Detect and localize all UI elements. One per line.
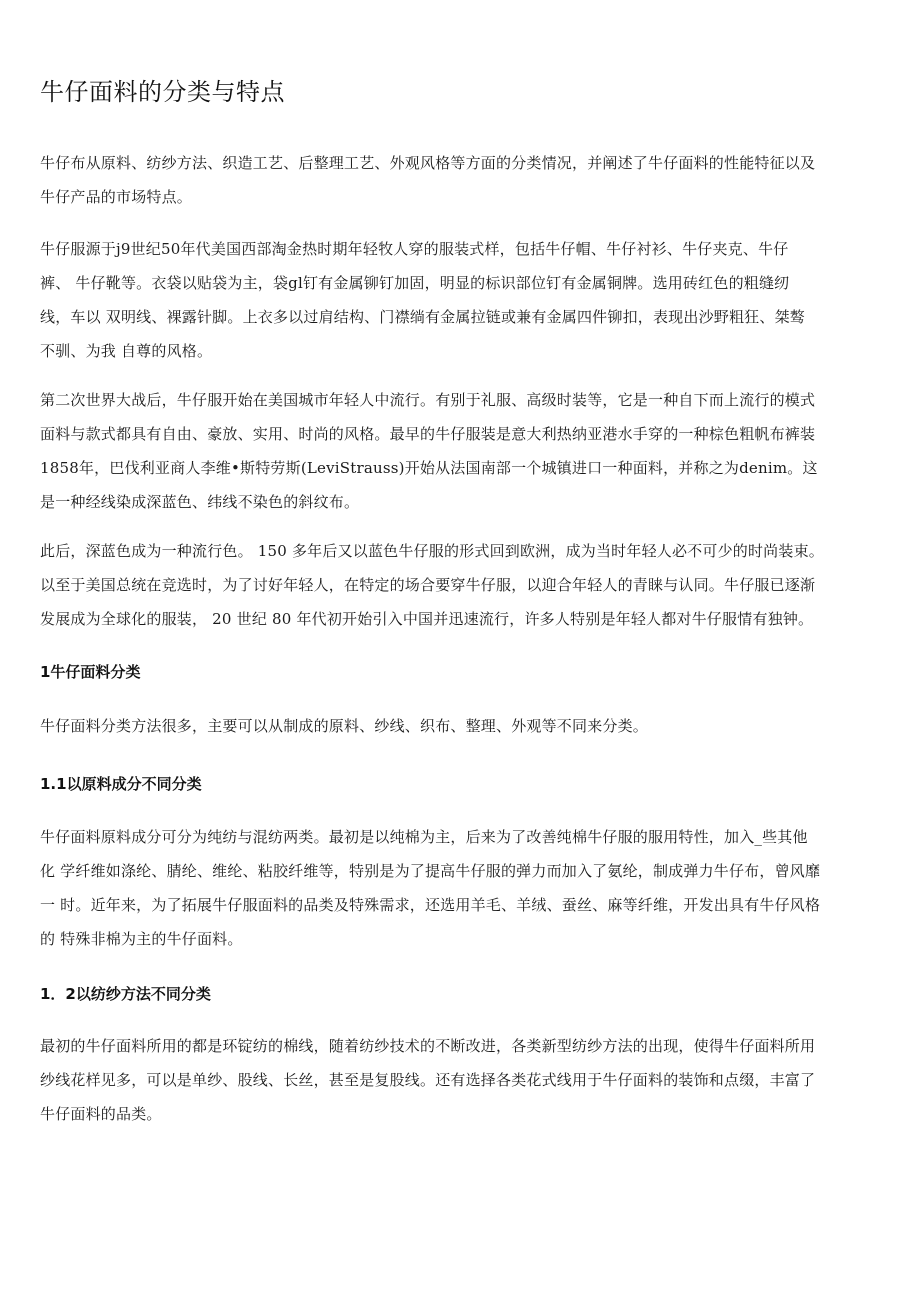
paragraph-line: 牛仔布从原料、纺纱方法、织造工艺、后整理工艺、外观风格等方面的分类情况，并阐述了牛仔面料的性能特征以及 <box>40 154 816 172</box>
paragraph-line: 牛仔产品的市场特点。 <box>40 188 193 206</box>
paragraph-line: 线，车以 双明线、裸露针脚。上衣多以过肩结构、门襟绱有金属拉链或兼有金属四件铆扣，表现出沙野粗狂、桀骜 <box>40 308 805 326</box>
paragraph-line: 的 特殊非棉为主的牛仔面料。 <box>40 930 243 948</box>
section-1-2-paragraph <box>40 1029 900 1131</box>
paragraph-line: 此后，深蓝色成为一种流行色。 150 多年后又以蓝色牛仔服的形式回到欧洲，成为当时年轻人必不可少的时尚装束。 <box>40 542 824 560</box>
paragraph-line: 牛仔服源于j9世纪50年代美国西部淘金热时期年轻牧人穿的服装式样，包括牛仔帽、牛仔衬衫、牛仔夹克、牛仔 <box>40 240 789 258</box>
paragraph-line: 是一种经线染成深蓝色、纬线不染色的斜纹布。 <box>40 493 360 511</box>
paragraph-line: 发展成为全球化的服装， 20 世纪 80 年代初开始引入中国并迅速流行，许多人特别是年轻人都对牛仔服情有独钟。 <box>40 610 814 628</box>
paragraph-line: 最初的牛仔面料所用的都是环锭纺的棉线，随着纺纱技术的不断改进，各类新型纺纱方法的出现，使得牛仔面料所用 <box>40 1037 816 1055</box>
paragraph-line: 牛仔面料的品类。 <box>40 1105 162 1123</box>
history-paragraph-2 <box>40 383 900 519</box>
intro-paragraph <box>40 146 900 214</box>
history-paragraph-1 <box>40 232 900 368</box>
paragraph-line: 牛仔面料分类方法很多，主要可以从制成的原料、纱线、织布、整理、外观等不同来分类。 <box>40 717 649 735</box>
history-paragraph-3 <box>40 534 900 636</box>
section-heading-1: 1牛仔面料分类 <box>40 663 141 681</box>
paragraph-line: 牛仔面料原料成分可分为纯纺与混纺两类。最初是以纯棉为主，后来为了改善纯棉牛仔服的服用特性，加入_些其他 <box>40 828 808 846</box>
paragraph-line: 以至于美国总统在竞选时，为了讨好年轻人，在特定的场合要穿牛仔服，以迎合年轻人的青睐与认同。牛仔服已逐渐 <box>40 576 816 594</box>
paragraph-line: 裤、 牛仔靴等。衣袋以贴袋为主，袋gl钉有金属铆钉加固，明显的标识部位钉有金属铜牌。选用砖红色的粗缝纫 <box>40 274 790 292</box>
paragraph-line: 1858年，巴伐利亚商人李维•斯特劳斯(LeviStrauss)开始从法国南部一个城镇进口一种面料，并称之为denim。这 <box>40 459 818 477</box>
section-heading-1-2: 1．2以纺纱方法不同分类 <box>40 985 211 1003</box>
paragraph-line: 不驯、为我 自尊的风格。 <box>40 342 213 360</box>
section-1-1-paragraph <box>40 820 900 956</box>
section-heading-1-1: 1.1以原料成分不同分类 <box>40 775 202 793</box>
paragraph-line: 一 时。近年来，为了拓展牛仔服面料的品类及特殊需求，还选用羊毛、羊绒、蚕丝、麻等纤维，开发出具有牛仔风格 <box>40 896 821 914</box>
paragraph-line: 纱线花样见多，可以是单纱、股线、长丝，甚至是复股线。还有选择各类花式线用于牛仔面料的装饰和点缀，丰富了 <box>40 1071 816 1089</box>
paragraph-line: 第二次世界大战后，牛仔服开始在美国城市年轻人中流行。有别于礼服、高级时装等，它是一种自下而上流行的模式 <box>40 391 816 409</box>
document-title: 牛仔面料的分类与特点 <box>40 78 285 106</box>
section-1-paragraph <box>40 709 900 743</box>
paragraph-line: 面料与款式都具有自由、豪放、实用、时尚的风格。最早的牛仔服装是意大利热纳亚港水手穿的一种棕色粗帆布裤装 <box>40 425 816 443</box>
paragraph-line: 化 学纤维如涤纶、腈纶、维纶、粘胶纤维等，特别是为了提高牛仔服的弹力而加入了氨纶，制成弹力牛仔布，曾风靡 <box>40 862 821 880</box>
